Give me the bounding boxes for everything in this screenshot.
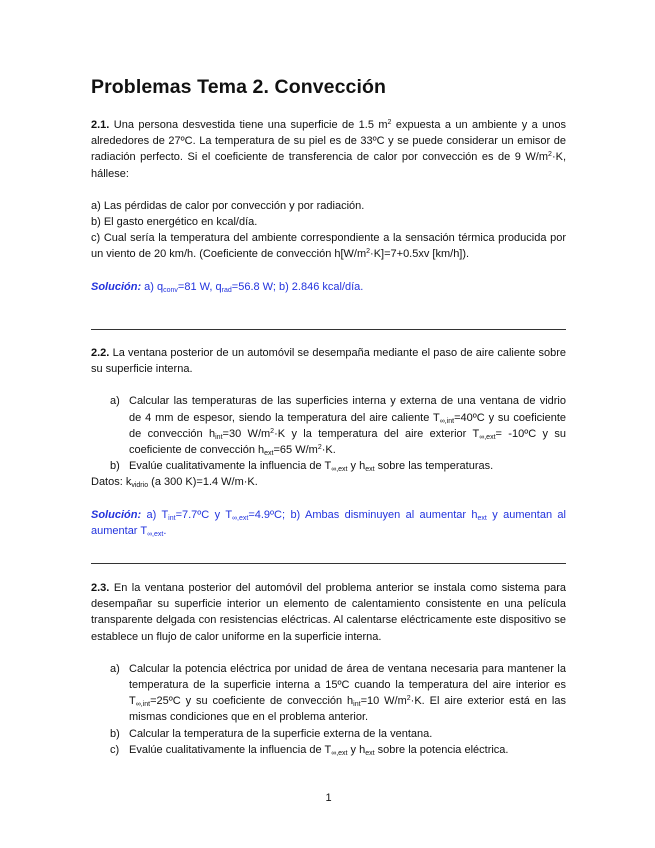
- section-divider: [91, 563, 566, 564]
- problem-2-3-statement: 2.3. En la ventana posterior del automóvil del problema anterior se instala como sistema para desempañar su superficie interior un elemento de calentamiento consistente en una película transparente delgada con resistencias eléctricas. Al calentarse eléctricamente este dispositivo se establece un flujo de calor uniforme en la superficie interna.: [91, 582, 566, 643]
- problem-2-2-solution: Solución: a) $T_{int}=7.7ºC$ y $T_{\infty,ext}=4.9ºC$; b) Ambas disminuyen al aumentar $h_{ext}$ y aumentan al aumentar $T_{\infty,ext}$.: [91, 508, 566, 538]
- problem-2-2-data: Datos: $k_{vidrio}$ (a 300 K)=1.4 W/m·K.: [91, 476, 258, 490]
- problem-2-2: [91, 345, 566, 539]
- problem-2-2-item-b: b) Evalúe cualitativamente la influencia de $T_{\infty,ext}$ y $h_{ext}$ sobre las temperaturas.: [110, 460, 494, 474]
- page-title: Problemas Tema 2. Convección: [91, 76, 387, 98]
- page-number: 1: [325, 792, 332, 804]
- problem-2-1: [91, 117, 566, 295]
- problem-2-3: [91, 580, 566, 758]
- problem-number: 2.2.: [91, 347, 110, 359]
- problem-2-3-item-b: b) Calcular la temperatura de la superficie externa de la ventana.: [110, 727, 433, 740]
- problem-2-2-item-a: a) Calcular las temperaturas de las superficies interna y externa de una ventana de vidrio de 4 mm de espesor, siendo la temperatura del aire caliente $T_{\infty,int}=40ºC$ y su coeficiente de convección $h_{int}=30$ $W/m^2\cdot K$ y la temperatura del aire exterior $T_{\infty,ext}=$ -10ºC y su coeficiente de convección $h_{ext}=65$ $W/m^2\cdot K$.: [110, 395, 567, 458]
- problem-2-3-item-a: a) Calcular la potencia eléctrica por unidad de área de ventana necesaria para mantener la temperatura de la superficie interna a 15ºC cuando la temperatura del aire interior es $T_{\infty,int}=25ºC$ y su coeficiente de convección $h_{int}=10$ $W/m^2\cdot K$. El aire exterior está en las mismas condiciones que en el problema anterior.: [110, 662, 566, 724]
- problem-2-1-item-b: b) El gasto energético en kcal/día.: [91, 216, 258, 229]
- problem-2-3-item-c: c) Evalúe cualitativamente la influencia de $T_{\infty,ext}$ y $h_{ext}$ sobre la potencia eléctrica.: [110, 743, 509, 757]
- problem-2-2-statement: 2.2. La ventana posterior de un automóvil se desempaña mediante el paso de aire caliente sobre su superficie interna.: [91, 347, 566, 376]
- problem-number: 2.1.: [91, 119, 110, 131]
- problem-2-1-item-c: c) Cual sería la temperatura del ambiente correspondiente a la sensación térmica producida por un viento de 20 km/h. (Coeficiente de convección $h[W/m^2\cdot K]=7+0.5xv$ [km/h]).: [91, 232, 566, 261]
- solution-label: Solución:: [91, 508, 142, 521]
- solution-label: Solución:: [91, 280, 142, 293]
- problem-number: 2.3.: [91, 582, 110, 594]
- problem-2-1-statement: 2.1. Una persona desvestida tiene una superficie de 1.5 $m^2$ expuesta a un ambiente y a unos alrededores de 27ºC. La temperatura de su piel es de 33ºC y se puede considerar un emisor de radiación perfecto. Si el coeficiente de transferencia de calor por convección es de 9 $W/m^2\cdot K$, hállese:: [91, 119, 566, 180]
- problem-2-1-item-a: a) Las pérdidas de calor por convección y por radiación.: [91, 199, 365, 212]
- section-divider: [91, 329, 566, 330]
- problem-2-1-solution: Solución: a) $q_{conv}=81$ W, $q_{rad}=56.8$ W; b) 2.846 kcal/día.: [91, 280, 364, 294]
